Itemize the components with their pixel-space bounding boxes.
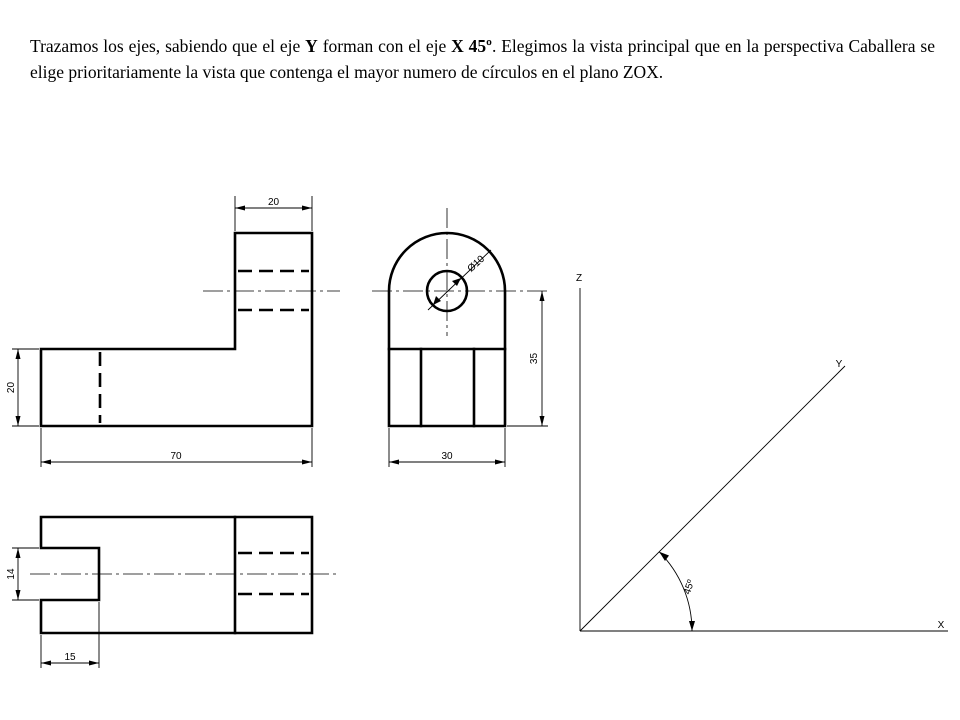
dim-slot-depth: [41, 602, 99, 668]
dim-hole-diameter-label: Ø10: [465, 253, 488, 275]
intro-y-axis: Y: [305, 36, 318, 56]
intro-text-3: . Elegimos la vista principal que en la perspectiva Caballera se elige prioritariamente la vista que contenga el mayor numero de círculos en el plano ZOX.: [30, 36, 936, 82]
front-view-outline: [41, 233, 312, 426]
axes-diagram: [576, 273, 948, 631]
top-view-outline: [41, 517, 312, 633]
dim-top-width-label: 20: [267, 197, 280, 208]
dim-slot-depth-label: 15: [64, 652, 76, 663]
y-axis-label: Y: [835, 359, 843, 370]
angle-marker: [659, 552, 697, 631]
dim-width: [389, 428, 505, 467]
front-view: [6, 196, 340, 467]
dim-center-height-label: 35: [529, 352, 540, 365]
dim-top-width: [235, 196, 312, 231]
intro-x-angle: X 45º: [451, 36, 492, 56]
dim-slot-width-label: 14: [6, 568, 17, 580]
angle-label: 45º: [682, 578, 698, 596]
dim-left-height-label: 20: [6, 381, 17, 394]
dim-width-label: 30: [441, 451, 453, 462]
dim-total-width: [41, 428, 312, 467]
dim-center-height: [507, 291, 548, 426]
side-view-outline: [389, 233, 505, 426]
intro-text-1: Trazamos los ejes, sabiendo que el eje: [30, 36, 306, 56]
y-axis-line: [580, 366, 845, 631]
dim-left-height: [6, 349, 39, 426]
top-view: [6, 517, 337, 668]
x-axis-label: X: [937, 620, 945, 631]
z-axis-label: Z: [575, 273, 583, 284]
side-view: [372, 208, 548, 467]
dim-hole-diameter: [428, 250, 491, 310]
dim-total-width-label: 70: [170, 451, 182, 462]
intro-text-2: forman con el eje: [317, 36, 452, 56]
